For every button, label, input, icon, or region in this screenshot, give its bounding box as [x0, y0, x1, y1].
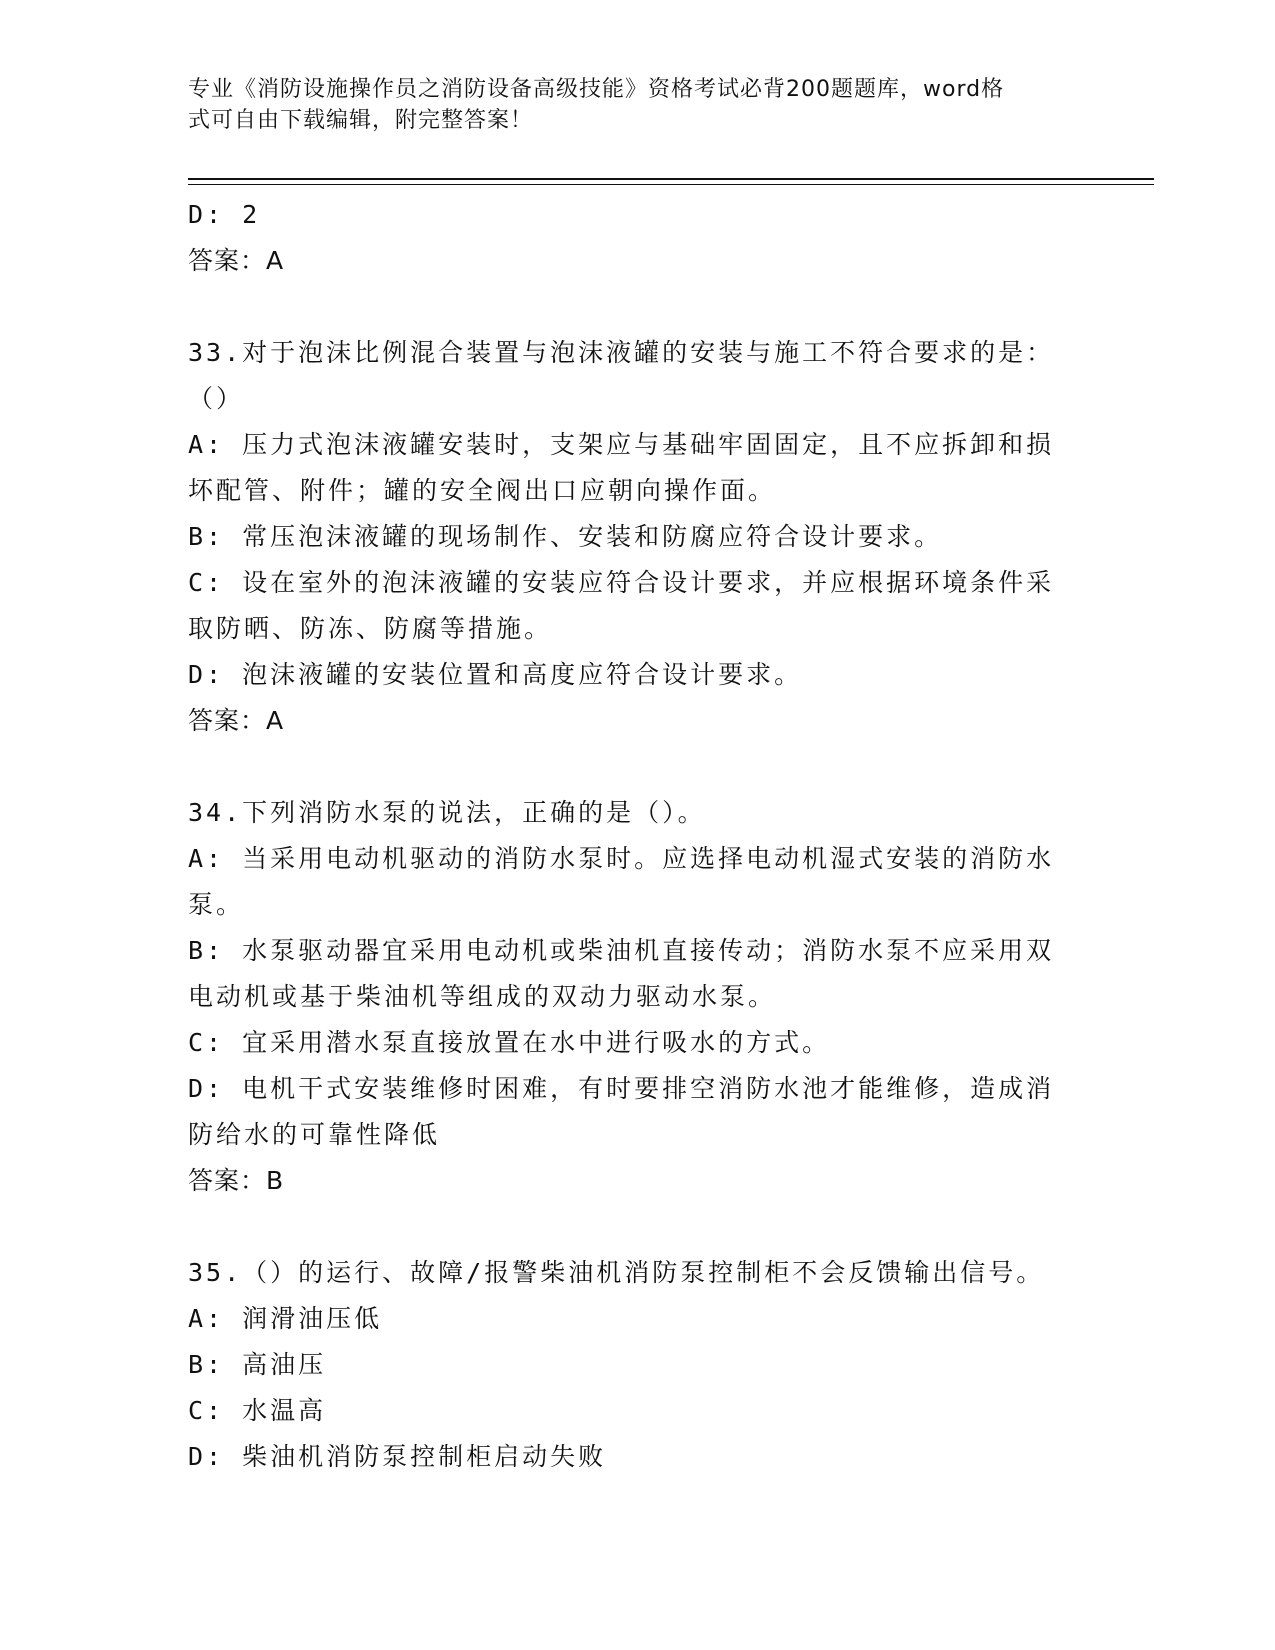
option-b: B: 高油压 — [188, 1350, 327, 1379]
question-content — [188, 192, 1088, 1480]
option-a-cont: 坏配管、附件；罐的安全阀出口应朝向操作面。 — [188, 476, 777, 505]
option-d: D: 2 — [188, 200, 261, 229]
question-stem: 33.对于泡沫比例混合装置与泡沫液罐的安装与施工不符合要求的是： — [188, 338, 1055, 367]
option-a: A: 压力式泡沫液罐安装时，支架应与基础牢固固定，且不应拆卸和损 — [188, 430, 1055, 459]
answer: 答案：A — [188, 246, 285, 275]
option-a-cont: 泵。 — [188, 890, 245, 919]
option-d: D: 柴油机消防泵控制柜启动失败 — [188, 1442, 607, 1471]
option-c: C: 宜采用潜水泵直接放置在水中进行吸水的方式。 — [188, 1028, 831, 1057]
option-a: A: 润滑油压低 — [188, 1304, 383, 1333]
question-34 — [188, 790, 1088, 1204]
question-stem: 35.（）的运行、故障/报警柴油机消防泵控制柜不会反馈输出信号。 — [188, 1258, 1045, 1287]
question-stem-cont: （） — [188, 384, 245, 413]
document-header — [188, 74, 1088, 136]
option-c: C: 水温高 — [188, 1396, 327, 1425]
option-b: B: 水泵驱动器宜采用电动机或柴油机直接传动；消防水泵不应采用双 — [188, 936, 1055, 965]
option-d: D: 泡沫液罐的安装位置和高度应符合设计要求。 — [188, 660, 803, 689]
option-b: B: 常压泡沫液罐的现场制作、安装和防腐应符合设计要求。 — [188, 522, 943, 551]
header-divider-thin — [188, 184, 1154, 185]
answer: 答案：A — [188, 706, 285, 735]
header-line-1: 专业《消防设施操作员之消防设备高级技能》资格考试必背200题题库，word格 — [188, 77, 1005, 102]
spacer — [188, 284, 1088, 330]
option-d-cont: 防给水的可靠性降低 — [188, 1120, 441, 1149]
option-d: D: 电机干式安装维修时困难，有时要排空消防水池才能维修，造成消 — [188, 1074, 1055, 1103]
header-divider-thick — [188, 178, 1154, 180]
option-c: C: 设在室外的泡沫液罐的安装应符合设计要求，并应根据环境条件采 — [188, 568, 1055, 597]
question-35 — [188, 1250, 1088, 1480]
question-33 — [188, 330, 1088, 744]
question-stem: 34.下列消防水泵的说法，正确的是（）。 — [188, 798, 706, 827]
spacer — [188, 744, 1088, 790]
option-b-cont: 电动机或基于柴油机等组成的双动力驱动水泵。 — [188, 982, 777, 1011]
header-line-2: 式可自由下载编辑，附完整答案！ — [188, 108, 534, 133]
answer: 答案：B — [188, 1166, 285, 1195]
prev-question-tail — [188, 192, 1088, 284]
option-c-cont: 取防晒、防冻、防腐等措施。 — [188, 614, 553, 643]
option-a: A: 当采用电动机驱动的消防水泵时。应选择电动机湿式安装的消防水 — [188, 844, 1055, 873]
spacer — [188, 1204, 1088, 1250]
